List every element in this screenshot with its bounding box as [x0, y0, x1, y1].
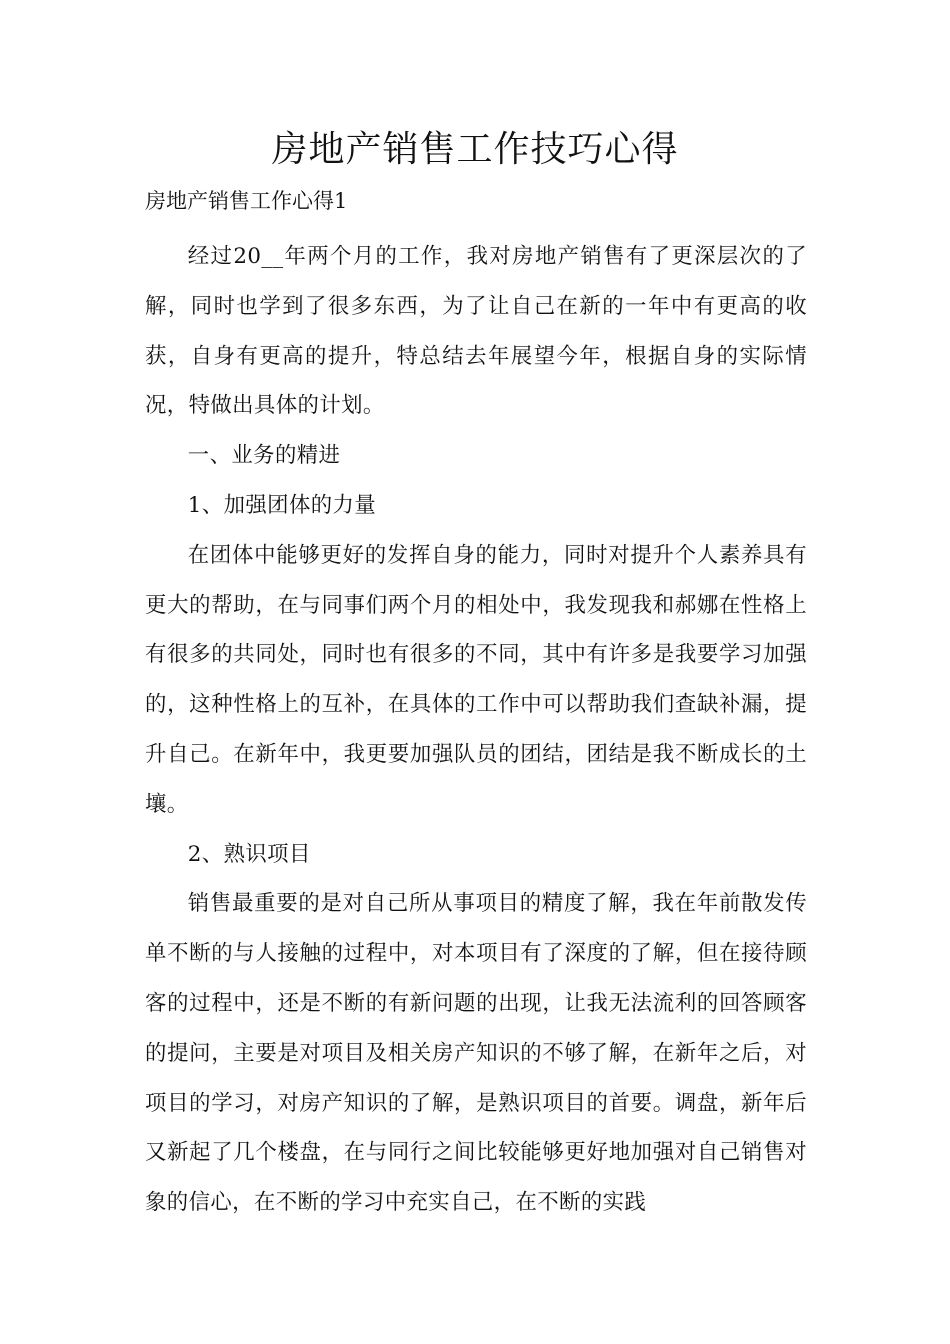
- subsection-heading-team: 1、加强团体的力量: [187, 492, 377, 518]
- paragraph-team: 在团体中能够更好的发挥自身的能力，同时对提升个人素养具有更大的帮助，在与同事们两个月的相处中，我发现我和郝娜在性格上有很多的共同处，同时也有很多的不同，其中有许多是我要学习加强的，这种性格上的互补，在具体的工作中可以帮助我们查缺补漏，提升自己。在新年中，我更要加强队员的团结，团结是我不断成长的土壤。: [145, 542, 807, 817]
- subsection-heading-project: 2、熟识项目: [187, 841, 311, 867]
- paragraph-intro: 经过20__年两个月的工作，我对房地产销售有了更深层次的了解，同时也学到了很多东西，为了让自己在新的一年中有更高的收获，自身有更高的提升，特总结去年展望今年，根据自身的实际情况，特做出具体的计划。: [145, 244, 807, 419]
- document-subtitle: 房地产销售工作心得1: [145, 189, 348, 213]
- document-body: [145, 232, 807, 1228]
- section-heading-business: 一、业务的精进: [187, 443, 341, 469]
- document-title: 房地产销售工作技巧心得: [271, 129, 679, 170]
- paragraph-project: 销售最重要的是对自己所从事项目的精度了解，我在年前散发传单不断的与人接触的过程中，对本项目有了深度的了解，但在接待顾客的过程中，还是不断的有新问题的出现，让我无法流利的回答顾客的提问，主要是对项目及相关房产知识的不够了解，在新年之后，对项目的学习，对房产知识的了解，是熟识项目的首要。调盘，新年后又新起了几个楼盘，在与同行之间比较能够更好地加强对自己销售对象的信心，在不断的学习中充实自己，在不断的实践: [145, 891, 807, 1216]
